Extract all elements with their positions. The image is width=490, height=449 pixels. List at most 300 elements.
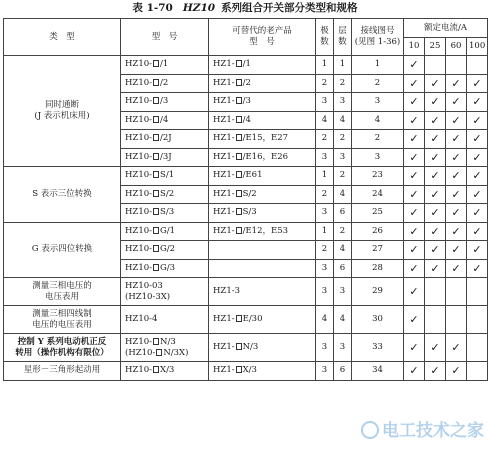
check-cell: [404, 222, 425, 241]
type-line: 控制 Y 系列电动机正反: [17, 336, 107, 347]
check-cell: [404, 241, 425, 260]
check-cell: [467, 278, 488, 306]
check-cell: [446, 74, 467, 93]
poles-cell: 1: [316, 167, 334, 186]
poles-cell: 3: [316, 93, 334, 112]
check-cell: [425, 362, 446, 381]
table-title: [0, 0, 490, 17]
header-row: [4, 19, 488, 38]
check-icon: ✓: [451, 224, 461, 238]
old-model-cell: [209, 259, 316, 278]
table-row: [4, 362, 488, 381]
wiring-cell: 27: [352, 241, 404, 260]
code-suffix: /E61: [242, 170, 263, 181]
code-suffix: E/30: [242, 314, 263, 324]
poles-cell: 4: [316, 306, 334, 334]
check-icon: ✓: [451, 150, 461, 164]
layers-cell: 6: [334, 362, 352, 381]
poles-cell: 3: [316, 362, 334, 381]
header-wiring: 接线图号 (见图 1-36): [352, 19, 404, 56]
placeholder-box-icon: [236, 208, 242, 215]
spec-table: [3, 18, 488, 381]
header-c25: 25: [425, 38, 446, 56]
poles-cell: 2: [316, 74, 334, 93]
model-cell: [121, 306, 209, 334]
check-cell: [446, 259, 467, 278]
check-cell: [446, 111, 467, 130]
placeholder-box-icon: [236, 171, 242, 178]
header-c100: 100: [467, 38, 488, 56]
code-prefix: HZ1-: [213, 170, 235, 181]
check-cell: [446, 167, 467, 186]
placeholder-box-icon: [236, 116, 242, 123]
layers-cell: 3: [334, 93, 352, 112]
old-model-cell: [209, 306, 316, 334]
code-prefix: HZ1-: [213, 188, 235, 199]
type-line: 电压表用: [44, 291, 79, 302]
table-title-text: 系列组合开关部分类型和规格: [221, 2, 358, 14]
type-line: 星形－三角形起动用: [23, 365, 101, 376]
code-prefix: HZ1-: [213, 114, 235, 125]
layers-cell: 2: [334, 222, 352, 241]
check-cell: [467, 222, 488, 241]
code-suffix: G/1: [160, 225, 176, 236]
code-prefix: HZ10-: [125, 225, 153, 236]
check-icon: ✓: [451, 113, 461, 127]
placeholder-box-icon: [153, 366, 159, 373]
model-cell: [121, 167, 209, 186]
check-cell: [467, 111, 488, 130]
model-cell: [121, 222, 209, 241]
layers-cell: 4: [334, 241, 352, 260]
check-icon: ✓: [409, 132, 419, 146]
poles-cell: 1: [316, 56, 334, 75]
header-c60: 60: [446, 38, 467, 56]
code-suffix: S/2: [160, 188, 175, 199]
check-icon: ✓: [409, 58, 419, 72]
code-prefix: HZ10-: [125, 96, 153, 107]
check-cell: [467, 241, 488, 260]
check-cell: [467, 130, 488, 149]
code-prefix: HZ1-: [213, 77, 235, 88]
check-icon: ✓: [472, 150, 482, 164]
old-model-cell: [209, 74, 316, 93]
code-prefix: HZ10-: [125, 114, 153, 125]
check-cell: [425, 334, 446, 362]
type-line: S 表示三位转换: [32, 188, 92, 199]
header-poles: 极数: [316, 19, 334, 56]
old-model-cell: [209, 222, 316, 241]
wiring-cell: 29: [352, 278, 404, 306]
model-cell: [121, 111, 209, 130]
type-cell: [4, 362, 121, 381]
check-cell: [404, 362, 425, 381]
check-cell: [467, 93, 488, 112]
check-icon: ✓: [451, 261, 461, 275]
code-prefix: HZ1-: [213, 365, 235, 376]
check-cell: [467, 74, 488, 93]
placeholder-box-icon: [153, 97, 159, 104]
layers-cell: 4: [334, 306, 352, 334]
old-model-cell: [209, 185, 316, 204]
check-cell: [425, 185, 446, 204]
check-cell: [467, 185, 488, 204]
model-cell: [121, 56, 209, 75]
model-cell: [121, 241, 209, 260]
check-cell: [446, 362, 467, 381]
check-icon: ✓: [472, 76, 482, 90]
type-cell: [4, 222, 121, 278]
code-prefix: HZ10-: [125, 59, 153, 70]
check-cell: [446, 204, 467, 223]
old-model-cell: [209, 241, 316, 260]
check-icon: ✓: [472, 243, 482, 257]
check-icon: ✓: [409, 187, 419, 201]
check-icon: ✓: [451, 187, 461, 201]
code-prefix: HZ10-: [125, 151, 153, 162]
placeholder-box-icon: [153, 245, 159, 252]
table-model: HZ10: [182, 2, 216, 14]
table-row: [4, 334, 488, 362]
check-icon: ✓: [430, 187, 440, 201]
code-suffix: S/2: [242, 188, 257, 199]
poles-cell: 4: [316, 111, 334, 130]
check-cell: [404, 204, 425, 223]
placeholder-box-icon: [236, 134, 242, 141]
placeholder-box-icon: [236, 190, 242, 197]
check-icon: ✓: [472, 206, 482, 220]
type-line: G 表示四位转换: [31, 244, 93, 255]
code-suffix: /2J: [160, 133, 172, 144]
check-icon: ✓: [409, 169, 419, 183]
code-suffix: X/3: [160, 365, 175, 376]
check-cell: [425, 222, 446, 241]
check-cell: [467, 334, 488, 362]
check-icon: ✓: [472, 169, 482, 183]
poles-cell: 2: [316, 130, 334, 149]
check-cell: [404, 185, 425, 204]
check-cell: [425, 111, 446, 130]
check-cell: [404, 278, 425, 306]
check-icon: ✓: [409, 150, 419, 164]
check-icon: ✓: [409, 313, 419, 326]
code-prefix: HZ1-: [213, 314, 235, 324]
header-c10: 10: [404, 38, 425, 56]
model-cell: [121, 204, 209, 223]
check-icon: ✓: [430, 150, 440, 164]
check-cell: [425, 278, 446, 306]
model-line: (HZ10-3X): [125, 291, 171, 302]
old-model-cell: HZ1-3: [209, 278, 316, 306]
code-prefix: HZ10-: [125, 77, 153, 88]
old-model-cell: [209, 148, 316, 167]
check-icon: ✓: [409, 206, 419, 220]
placeholder-box-icon: [236, 153, 242, 160]
layers-cell: 6: [334, 259, 352, 278]
wiring-cell: 1: [352, 56, 404, 75]
check-cell: [404, 148, 425, 167]
check-cell: [425, 56, 446, 75]
check-icon: ✓: [409, 224, 419, 238]
header-type: 类 型: [4, 19, 121, 56]
poles-cell: 3: [316, 148, 334, 167]
type-cell: [4, 334, 121, 362]
code-suffix: /1: [242, 59, 251, 70]
code-suffix: S/3: [160, 207, 175, 218]
check-icon: ✓: [451, 341, 461, 354]
code-prefix: HZ10-: [125, 365, 153, 376]
model-cell: [121, 278, 209, 306]
check-icon: ✓: [430, 364, 440, 378]
poles-cell: 3: [316, 204, 334, 223]
check-cell: [404, 74, 425, 93]
model-cell: [121, 130, 209, 149]
check-icon: ✓: [430, 341, 440, 354]
type-cell: [4, 167, 121, 223]
code-prefix: HZ10-: [125, 336, 153, 347]
check-icon: ✓: [409, 76, 419, 90]
check-cell: [425, 74, 446, 93]
header-current: 额定电流/A: [404, 19, 488, 38]
check-cell: [467, 306, 488, 334]
code-prefix: HZ1-: [213, 225, 235, 236]
old-model-cell: [209, 111, 316, 130]
check-icon: ✓: [409, 285, 419, 298]
check-cell: [404, 130, 425, 149]
old-model-cell: [209, 93, 316, 112]
check-cell: [467, 204, 488, 223]
layers-cell: 2: [334, 130, 352, 149]
check-cell: [446, 148, 467, 167]
check-cell: [404, 56, 425, 75]
check-cell: [467, 56, 488, 75]
type-cell: [4, 56, 121, 167]
check-icon: ✓: [472, 187, 482, 201]
layers-cell: 4: [334, 185, 352, 204]
type-cell: [4, 278, 121, 306]
code-suffix: G/2: [160, 244, 176, 255]
check-icon: ✓: [430, 169, 440, 183]
check-cell: [446, 222, 467, 241]
model-line: HZ10-4: [125, 314, 158, 324]
header-layers: 层数: [334, 19, 352, 56]
model-cell: [121, 259, 209, 278]
code-suffix: G/3: [160, 262, 176, 273]
check-icon: ✓: [409, 95, 419, 109]
check-cell: [446, 241, 467, 260]
check-cell: [425, 148, 446, 167]
code-prefix: HZ10-: [125, 262, 153, 273]
placeholder-box-icon: [153, 79, 159, 86]
wiring-cell: 3: [352, 148, 404, 167]
check-icon: ✓: [409, 261, 419, 275]
layers-cell: 1: [334, 56, 352, 75]
check-cell: [404, 334, 425, 362]
check-cell: [404, 167, 425, 186]
check-icon: ✓: [451, 132, 461, 146]
poles-cell: 1: [316, 222, 334, 241]
check-icon: ✓: [472, 113, 482, 127]
code-prefix: HZ10-: [125, 170, 153, 181]
check-icon: ✓: [451, 76, 461, 90]
watermark: [361, 416, 484, 441]
placeholder-box-icon: [153, 134, 159, 141]
check-cell: [425, 241, 446, 260]
check-cell: [467, 362, 488, 381]
check-cell: [404, 93, 425, 112]
layers-cell: 2: [334, 74, 352, 93]
placeholder-box-icon: [236, 366, 242, 373]
code-suffix: S/1: [160, 170, 175, 181]
check-icon: ✓: [451, 243, 461, 257]
table-row: [4, 306, 488, 334]
check-cell: [425, 130, 446, 149]
watermark-text: 电工技术之家: [382, 421, 484, 441]
check-cell: [425, 167, 446, 186]
check-cell: [404, 111, 425, 130]
wiring-cell: 2: [352, 130, 404, 149]
table-row: [4, 222, 488, 241]
check-icon: ✓: [430, 261, 440, 275]
code-suffix: N/3X): [163, 347, 189, 358]
placeholder-box-icon: [153, 227, 159, 234]
layers-cell: 4: [334, 111, 352, 130]
code-prefix: HZ10-: [125, 133, 153, 144]
layers-cell: 3: [334, 334, 352, 362]
check-icon: ✓: [430, 243, 440, 257]
code-suffix: /2: [242, 77, 251, 88]
wiring-cell: 3: [352, 93, 404, 112]
check-cell: [446, 334, 467, 362]
model-cell: [121, 185, 209, 204]
placeholder-box-icon: [236, 315, 242, 322]
check-icon: ✓: [451, 364, 461, 378]
wiring-cell: 34: [352, 362, 404, 381]
check-cell: [425, 204, 446, 223]
code-prefix: HZ1-: [213, 342, 235, 352]
placeholder-box-icon: [153, 338, 159, 345]
model-line: [125, 337, 206, 348]
old-model-cell: [209, 362, 316, 381]
placeholder-box-icon: [153, 264, 159, 271]
poles-cell: 3: [316, 259, 334, 278]
check-icon: ✓: [409, 341, 419, 354]
old-model-cell: [209, 204, 316, 223]
check-cell: [467, 259, 488, 278]
type-line: 测量三相电压的: [32, 280, 92, 291]
check-cell: [446, 278, 467, 306]
check-cell: [446, 185, 467, 204]
old-model-cell: [209, 130, 316, 149]
code-suffix: N/3: [242, 342, 259, 352]
check-icon: ✓: [430, 206, 440, 220]
check-cell: [467, 167, 488, 186]
check-icon: ✓: [472, 132, 482, 146]
check-icon: ✓: [451, 169, 461, 183]
check-icon: ✓: [472, 95, 482, 109]
code-suffix: /E12，E53: [242, 225, 289, 236]
layers-cell: 3: [334, 278, 352, 306]
type-line: 转用（操作机构有限位）: [15, 347, 109, 358]
layers-cell: 3: [334, 148, 352, 167]
placeholder-box-icon: [156, 349, 162, 356]
model-cell: [121, 148, 209, 167]
code-suffix: /4: [160, 114, 169, 125]
layers-cell: 2: [334, 167, 352, 186]
check-icon: ✓: [472, 261, 482, 275]
table-row: [4, 278, 488, 306]
code-suffix: /2: [160, 77, 169, 88]
check-icon: ✓: [430, 76, 440, 90]
code-suffix: /3: [242, 96, 251, 107]
table-row: [4, 56, 488, 75]
type-line: (J 表示机床用): [34, 111, 90, 121]
check-icon: ✓: [472, 224, 482, 238]
poles-cell: 3: [316, 278, 334, 306]
check-icon: ✓: [430, 132, 440, 146]
wiring-cell: 23: [352, 167, 404, 186]
check-cell: [446, 130, 467, 149]
code-prefix: HZ1-: [213, 96, 235, 107]
table-row: [4, 167, 488, 186]
check-icon: ✓: [451, 95, 461, 109]
model-cell: [121, 74, 209, 93]
wiring-cell: 30: [352, 306, 404, 334]
placeholder-box-icon: [236, 97, 242, 104]
placeholder-box-icon: [153, 116, 159, 123]
placeholder-box-icon: [153, 171, 159, 178]
check-icon: ✓: [409, 113, 419, 127]
code-prefix: HZ1-: [213, 133, 235, 144]
placeholder-box-icon: [153, 208, 159, 215]
placeholder-box-icon: [236, 227, 242, 234]
model-cell: [121, 93, 209, 112]
check-icon: ✓: [409, 364, 419, 378]
header-model: 型 号: [121, 19, 209, 56]
code-prefix: HZ1-: [213, 207, 235, 218]
code-suffix: /E16，E26: [242, 151, 289, 162]
wiring-cell: 33: [352, 334, 404, 362]
check-icon: ✓: [430, 224, 440, 238]
code-prefix: HZ1-: [213, 59, 235, 70]
check-cell: [467, 148, 488, 167]
check-cell: [425, 306, 446, 334]
check-icon: ✓: [451, 206, 461, 220]
code-prefix: HZ10-: [125, 244, 153, 255]
type-line: 测量三相四线制: [32, 308, 92, 319]
code-suffix: X/3: [242, 365, 257, 376]
code-suffix: /4: [242, 114, 251, 125]
check-cell: [425, 93, 446, 112]
check-icon: ✓: [409, 243, 419, 257]
placeholder-box-icon: [153, 153, 159, 160]
check-cell: [446, 93, 467, 112]
model-cell: [121, 334, 209, 362]
code-prefix: HZ10-: [125, 207, 153, 218]
watermark-logo-icon: [361, 421, 379, 439]
placeholder-box-icon: [153, 190, 159, 197]
check-cell: [404, 306, 425, 334]
code-suffix: /1: [160, 59, 169, 70]
code-prefix: HZ10-: [125, 188, 153, 199]
placeholder-box-icon: [236, 60, 242, 67]
check-cell: [446, 56, 467, 75]
check-icon: ✓: [430, 95, 440, 109]
code-suffix: N/3: [160, 336, 176, 347]
check-cell: [446, 306, 467, 334]
old-model-cell: [209, 334, 316, 362]
type-cell: [4, 306, 121, 334]
